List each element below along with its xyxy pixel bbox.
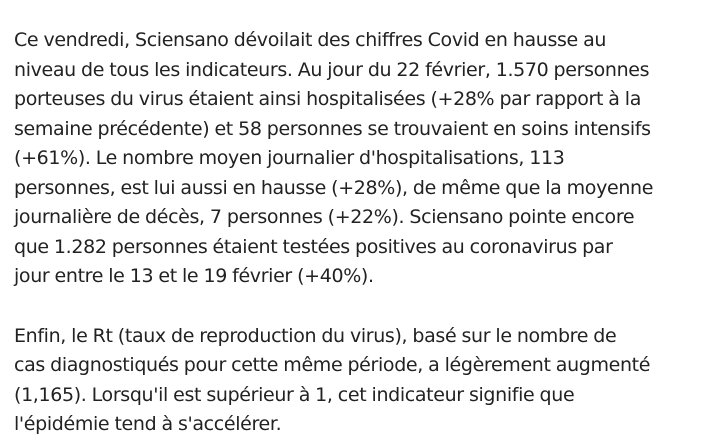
text-line: (1,165). Lorsqu'il est supérieur à 1, cet indicateur signifie que	[14, 383, 575, 406]
paragraph-rt	[14, 322, 696, 440]
text-line: Ce vendredi, Sciensano dévoilait des chiffres Covid en hausse au	[14, 29, 607, 51]
paragraph-spacer	[14, 292, 696, 322]
text-line: journalière de décès, 7 personnes (+22%). Sciensano pointe encore	[14, 206, 635, 228]
text-line: porteuses du virus étaient ainsi hospitalisées (+28% par rapport à la	[14, 88, 642, 110]
text-line: Enfin, le Rt (taux de reproduction du virus), basé sur le nombre de	[14, 324, 617, 347]
text-line: (+61%). Le nombre moyen journalier d'hospitalisations, 113	[14, 147, 565, 169]
article-body	[14, 26, 696, 440]
text-line: jour entre le 13 et le 19 février (+40%).	[14, 265, 374, 287]
text-line: niveau de tous les indicateurs. Au jour du 22 février, 1.570 personnes	[14, 58, 650, 81]
text-line: semaine précédente) et 58 personnes se trouvaient en soins intensifs	[14, 117, 651, 140]
text-line: cas diagnostiqués pour cette même période, a légèrement augmenté	[14, 354, 651, 376]
text-line: que 1.282 personnes étaient testées positives au coronavirus par	[14, 235, 613, 258]
text-line: personnes, est lui aussi en hausse (+28%), de même que la moyenne	[14, 176, 654, 199]
paragraph-hospitalisations	[14, 26, 696, 292]
text-line: l'épidémie tend à s'accélérer.	[14, 413, 282, 435]
